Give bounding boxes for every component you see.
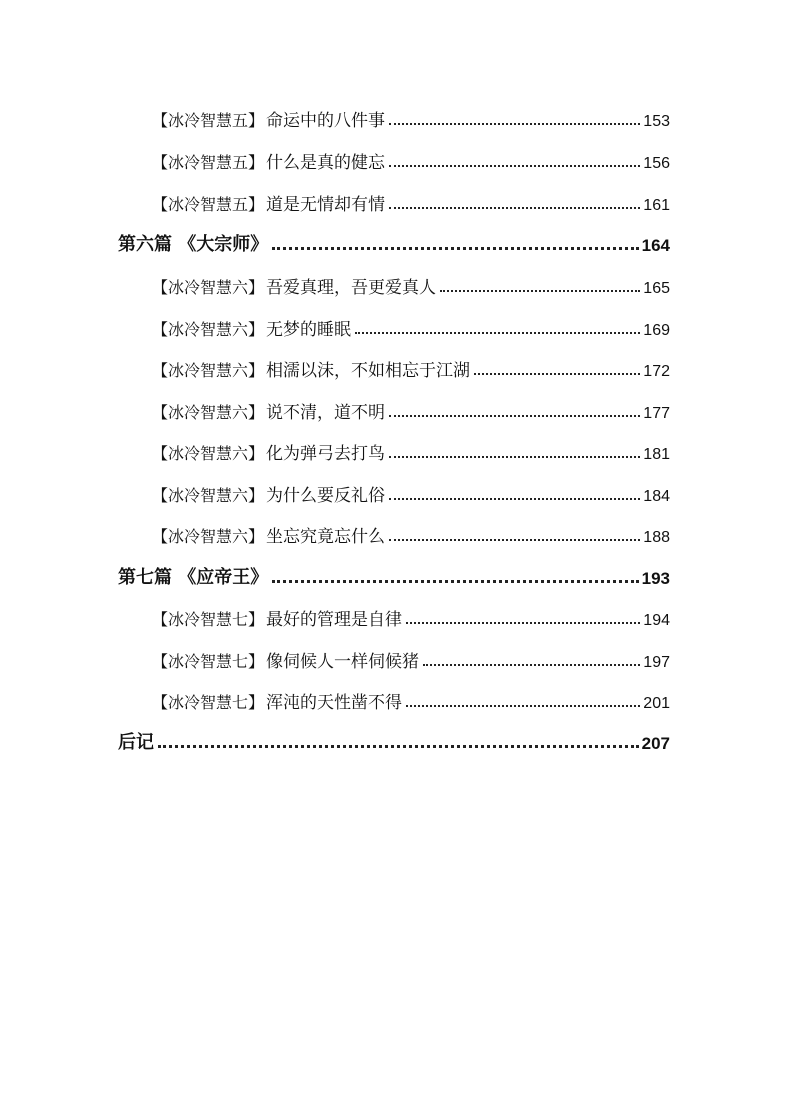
toc-entry-title: 像伺候人一样伺候猪: [266, 652, 420, 672]
dot-leader: [389, 539, 640, 541]
toc-entry-title: 为什么要反礼俗: [266, 486, 386, 506]
toc-entry-tag: 【冰冷智慧六】: [152, 527, 265, 546]
toc-chapter-page: 164: [641, 236, 670, 255]
dot-leader: [389, 165, 640, 167]
toc-entry-tag: 【冰冷智慧七】: [152, 610, 265, 629]
toc-entry-title: 坐忘究竟忘什么: [266, 527, 386, 547]
toc-entry-page: 201: [643, 695, 670, 712]
toc-entry-page: 181: [643, 446, 670, 463]
toc-entry-title: 什么是真的健忘: [266, 153, 386, 173]
toc-entry-title: 相濡以沫，不如相忘于江湖: [266, 361, 471, 381]
dot-leader: [389, 123, 640, 125]
toc-entry[interactable]: [152, 312, 670, 340]
toc-entry-title: 命运中的八件事: [266, 111, 386, 131]
dot-leader: [406, 622, 640, 624]
toc-entry[interactable]: [152, 436, 670, 464]
toc-chapter-page: 207: [641, 734, 670, 753]
toc-entry-page: 161: [643, 197, 670, 214]
toc-entry[interactable]: [152, 519, 670, 547]
toc-entry-page: 184: [643, 488, 670, 505]
toc-entry-title: 浑沌的天性凿不得: [266, 693, 403, 713]
dot-leader: [389, 498, 640, 500]
toc-entry-tag: 【冰冷智慧六】: [152, 278, 265, 297]
toc-entry-page: 188: [643, 529, 670, 546]
toc-entry-tag: 【冰冷智慧六】: [152, 444, 265, 463]
toc-entry-page: 194: [643, 612, 670, 629]
toc-chapter-entry[interactable]: [118, 561, 670, 589]
toc-entry[interactable]: [152, 644, 670, 672]
dot-leader: [272, 247, 638, 250]
toc-entry[interactable]: [152, 602, 670, 630]
toc-entry-title: 道是无情却有情: [266, 195, 386, 215]
dot-leader: [389, 456, 640, 458]
dot-leader: [158, 745, 639, 748]
dot-leader: [440, 290, 640, 292]
toc-entry[interactable]: [152, 270, 670, 298]
toc-entry[interactable]: [152, 478, 670, 506]
toc-entry[interactable]: [152, 187, 670, 215]
dot-leader: [272, 580, 638, 583]
toc-entry-tag: 【冰冷智慧五】: [152, 111, 265, 130]
toc-entry-title: 最好的管理是自律: [266, 610, 403, 630]
toc-chapter-title: 后记: [118, 732, 154, 753]
toc-chapter-page: 193: [641, 569, 670, 588]
toc-chapter-title: 第六篇 《大宗师》: [118, 234, 269, 255]
toc-entry-page: 169: [643, 322, 670, 339]
toc-entry-tag: 【冰冷智慧六】: [152, 361, 265, 380]
toc-entry[interactable]: [152, 145, 670, 173]
toc-chapter-entry[interactable]: [118, 726, 670, 754]
toc-entry-page: 156: [643, 155, 670, 172]
toc-entry-page: 153: [643, 113, 670, 130]
toc-entry-title: 无梦的睡眠: [266, 320, 352, 340]
dot-leader: [423, 664, 640, 666]
toc-entry-tag: 【冰冷智慧七】: [152, 693, 265, 712]
toc-entry-tag: 【冰冷智慧六】: [152, 486, 265, 505]
toc-entry-title: 吾爱真理，吾更爱真人: [266, 278, 437, 298]
toc-entry-tag: 【冰冷智慧六】: [152, 403, 265, 422]
toc-entry-page: 165: [643, 280, 670, 297]
toc-entry-tag: 【冰冷智慧七】: [152, 652, 265, 671]
toc-chapter-title: 第七篇 《应帝王》: [118, 567, 269, 588]
toc-entry[interactable]: [152, 103, 670, 131]
toc-entry-page: 177: [643, 405, 670, 422]
toc-entry-title: 化为弹弓去打鸟: [266, 444, 386, 464]
toc-entry-tag: 【冰冷智慧六】: [152, 320, 265, 339]
toc-entry[interactable]: [152, 685, 670, 713]
toc-chapter-entry[interactable]: [118, 228, 670, 256]
dot-leader: [389, 415, 640, 417]
toc-entry-page: 197: [643, 654, 670, 671]
dot-leader: [474, 373, 640, 375]
toc-entry-tag: 【冰冷智慧五】: [152, 195, 265, 214]
toc-entry-tag: 【冰冷智慧五】: [152, 153, 265, 172]
toc-entry[interactable]: [152, 395, 670, 423]
toc-entry-page: 172: [643, 363, 670, 380]
toc-entry[interactable]: [152, 353, 670, 381]
dot-leader: [406, 705, 640, 707]
dot-leader: [355, 332, 640, 334]
toc-entry-title: 说不清，道不明: [266, 403, 386, 423]
dot-leader: [389, 207, 640, 209]
